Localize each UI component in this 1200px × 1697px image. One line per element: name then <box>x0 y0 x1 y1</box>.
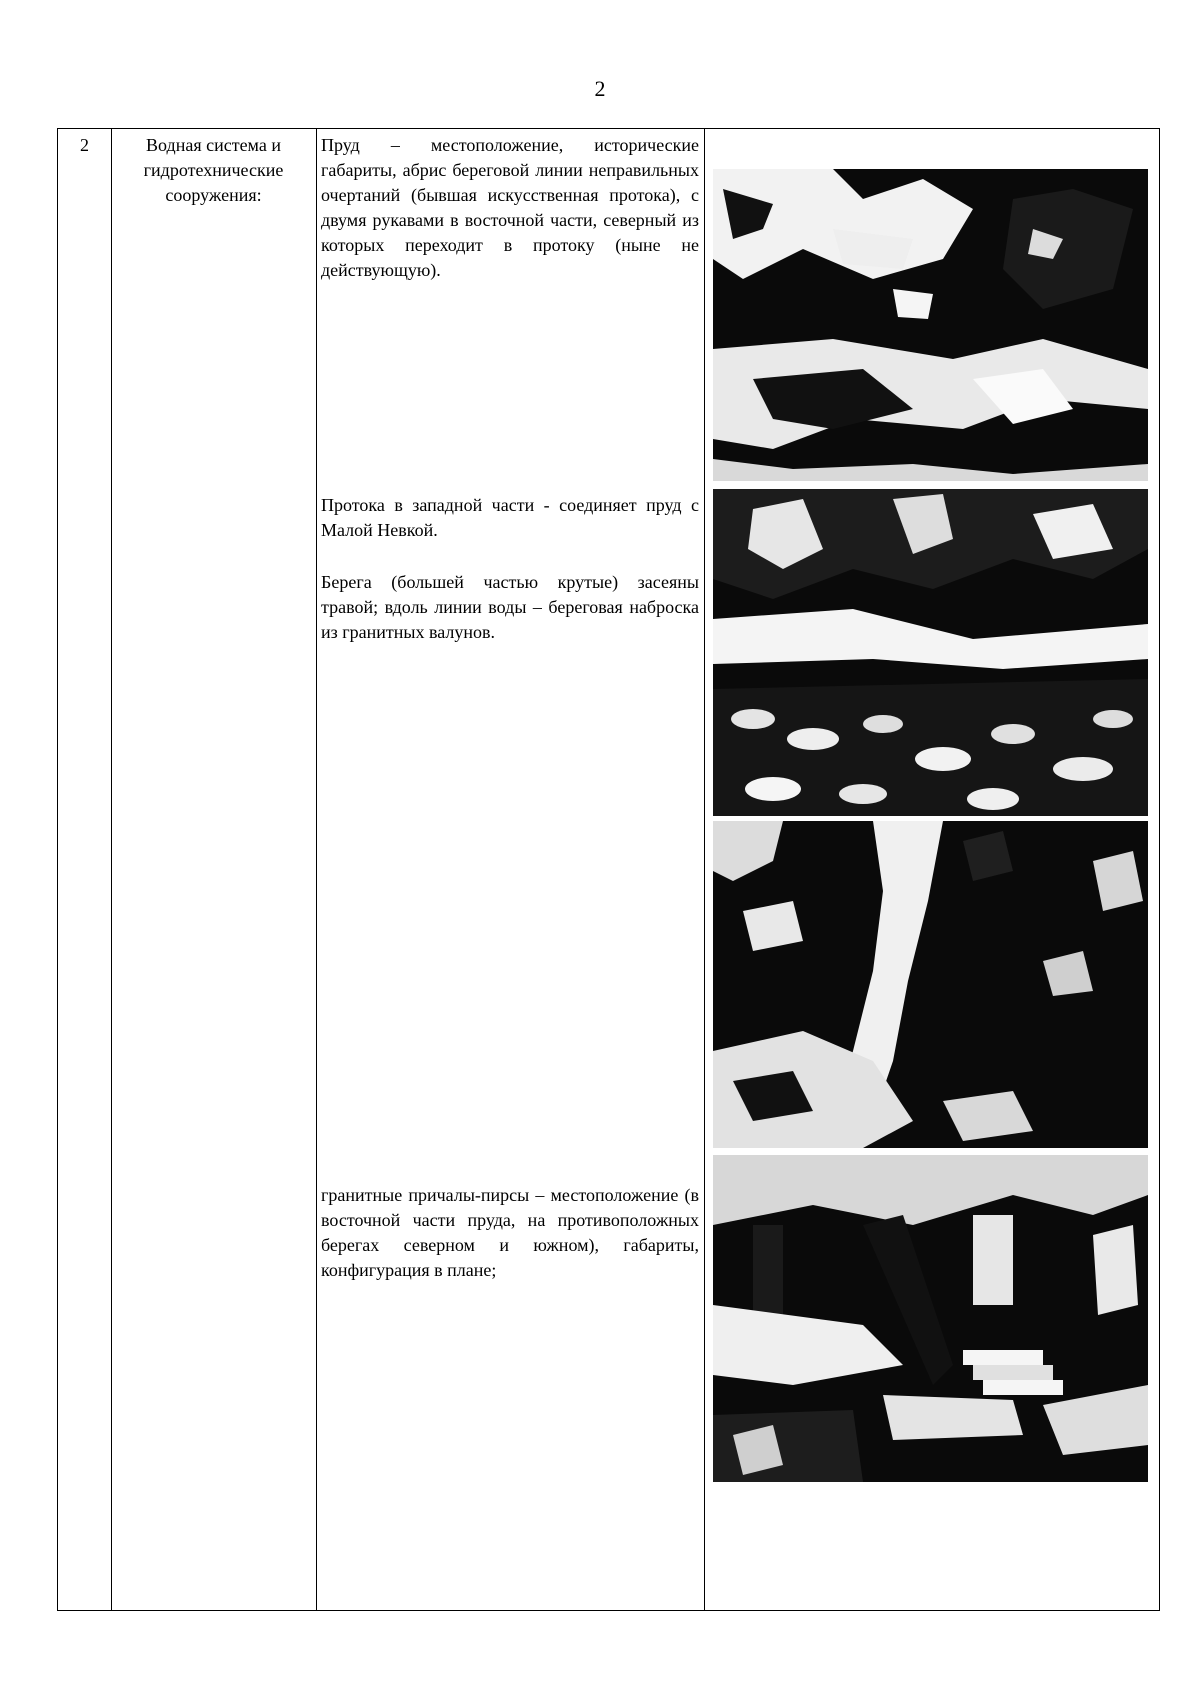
piers-description: гранитные причалы-пирсы – местоположение (в восточной части пруда, на противоположных берегах северном и южном), габариты, конфигурация в плане; <box>321 1185 699 1280</box>
channel-photo <box>713 489 1148 816</box>
column-divider <box>704 129 705 1610</box>
page-number: 2 <box>594 76 606 101</box>
object-title: Водная система и гидротехнические сооружения: <box>143 135 284 205</box>
heritage-table <box>57 128 1160 1611</box>
column-divider <box>316 129 317 1610</box>
row-number: 2 <box>80 135 89 155</box>
column-divider <box>111 129 112 1610</box>
channel-trees-photo <box>713 821 1148 1148</box>
channel-description: Протока в западной части - соединяет пруд с Малой Невкой. <box>321 495 699 540</box>
pond-description: Пруд – местоположение, исторические габариты, абрис береговой линии неправильных очертаний (бывшая искусственная протока), с двумя рукавами в восточной части, северный из которых переходит в протоку (ныне не действующую). <box>321 135 699 280</box>
pond-photo <box>713 169 1148 481</box>
banks-description: Берега (большей частью крутые) засеяны травой; вдоль линии воды – береговая наброска из гранитных валунов. <box>321 572 699 642</box>
granite-pier-photo <box>713 1155 1148 1482</box>
